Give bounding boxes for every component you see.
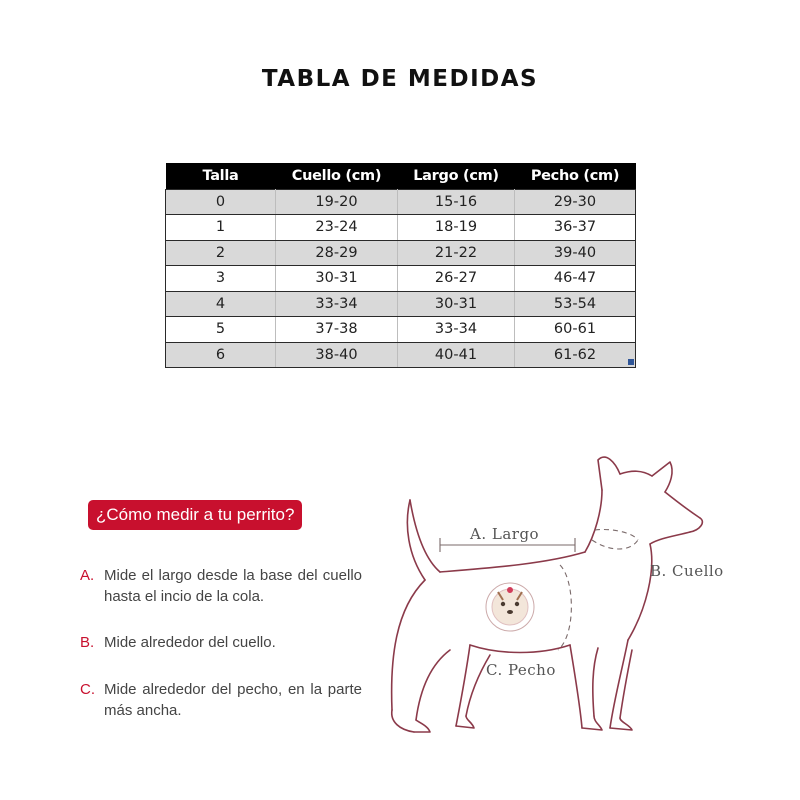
instruction-item-c (80, 679, 362, 721)
cell-largo: 33-34 (398, 317, 515, 343)
cell-pecho: 61-62 (515, 342, 636, 368)
cell-talla: 5 (166, 317, 276, 343)
instruction-item-a (80, 565, 362, 607)
cell-talla: 4 (166, 291, 276, 317)
dog-outline-icon (392, 457, 703, 732)
table-row (166, 240, 636, 266)
cell-pecho: 46-47 (515, 266, 636, 292)
table-row (166, 342, 636, 368)
pecho-guide (558, 565, 571, 650)
header-largo: Largo (cm) (398, 163, 515, 189)
how-to-heading-badge: ¿Cómo medir a tu perrito? (88, 500, 302, 530)
cell-talla: 0 (166, 189, 276, 215)
cell-talla: 2 (166, 240, 276, 266)
instruction-text: Mide alrededor del cuello. (104, 634, 276, 651)
cell-largo: 26-27 (398, 266, 515, 292)
instruction-letter: B. (80, 634, 95, 651)
cell-cuello: 33-34 (276, 291, 398, 317)
instruction-item-b (80, 632, 276, 653)
label-pecho: C. Pecho (486, 661, 556, 679)
header-talla: Talla (166, 163, 276, 189)
cell-pecho: 53-54 (515, 291, 636, 317)
cell-cuello: 30-31 (276, 266, 398, 292)
size-table (165, 163, 636, 368)
instruction-text: Mide alrededor del pecho, en la parte más ancha. (104, 681, 362, 719)
cell-largo: 15-16 (398, 189, 515, 215)
cell-cuello: 37-38 (276, 317, 398, 343)
cell-talla: 3 (166, 266, 276, 292)
cell-largo: 40-41 (398, 342, 515, 368)
size-table-header-row (166, 163, 636, 189)
cell-pecho: 29-30 (515, 189, 636, 215)
table-row (166, 266, 636, 292)
instruction-text: Mide el largo desde la base del cuello hasta el incio de la cola. (104, 567, 362, 605)
table-row (166, 317, 636, 343)
cell-pecho: 39-40 (515, 240, 636, 266)
cell-pecho: 60-61 (515, 317, 636, 343)
cell-largo: 18-19 (398, 215, 515, 241)
label-largo: A. Largo (470, 525, 540, 543)
instruction-letter: A. (80, 567, 95, 584)
cell-pecho: 36-37 (515, 215, 636, 241)
table-row (166, 291, 636, 317)
header-cuello: Cuello (cm) (276, 163, 398, 189)
cell-largo: 21-22 (398, 240, 515, 266)
measurement-guides (440, 529, 638, 650)
cell-cuello: 38-40 (276, 342, 398, 368)
cuello-guide (592, 540, 638, 549)
header-pecho: Pecho (cm) (515, 163, 636, 189)
cell-cuello: 19-20 (276, 189, 398, 215)
table-row (166, 189, 636, 215)
cell-cuello: 23-24 (276, 215, 398, 241)
table-resize-handle (628, 359, 634, 365)
instruction-letter: C. (80, 681, 95, 698)
cell-talla: 6 (166, 342, 276, 368)
cell-talla: 1 (166, 215, 276, 241)
table-row (166, 215, 636, 241)
cell-largo: 30-31 (398, 291, 515, 317)
cell-cuello: 28-29 (276, 240, 398, 266)
label-cuello: B. Cuello (650, 562, 724, 580)
dog-logo-badge (486, 583, 534, 631)
dog-measurement-diagram (370, 440, 730, 740)
page-title: TABLA DE MEDIDAS (261, 66, 539, 92)
